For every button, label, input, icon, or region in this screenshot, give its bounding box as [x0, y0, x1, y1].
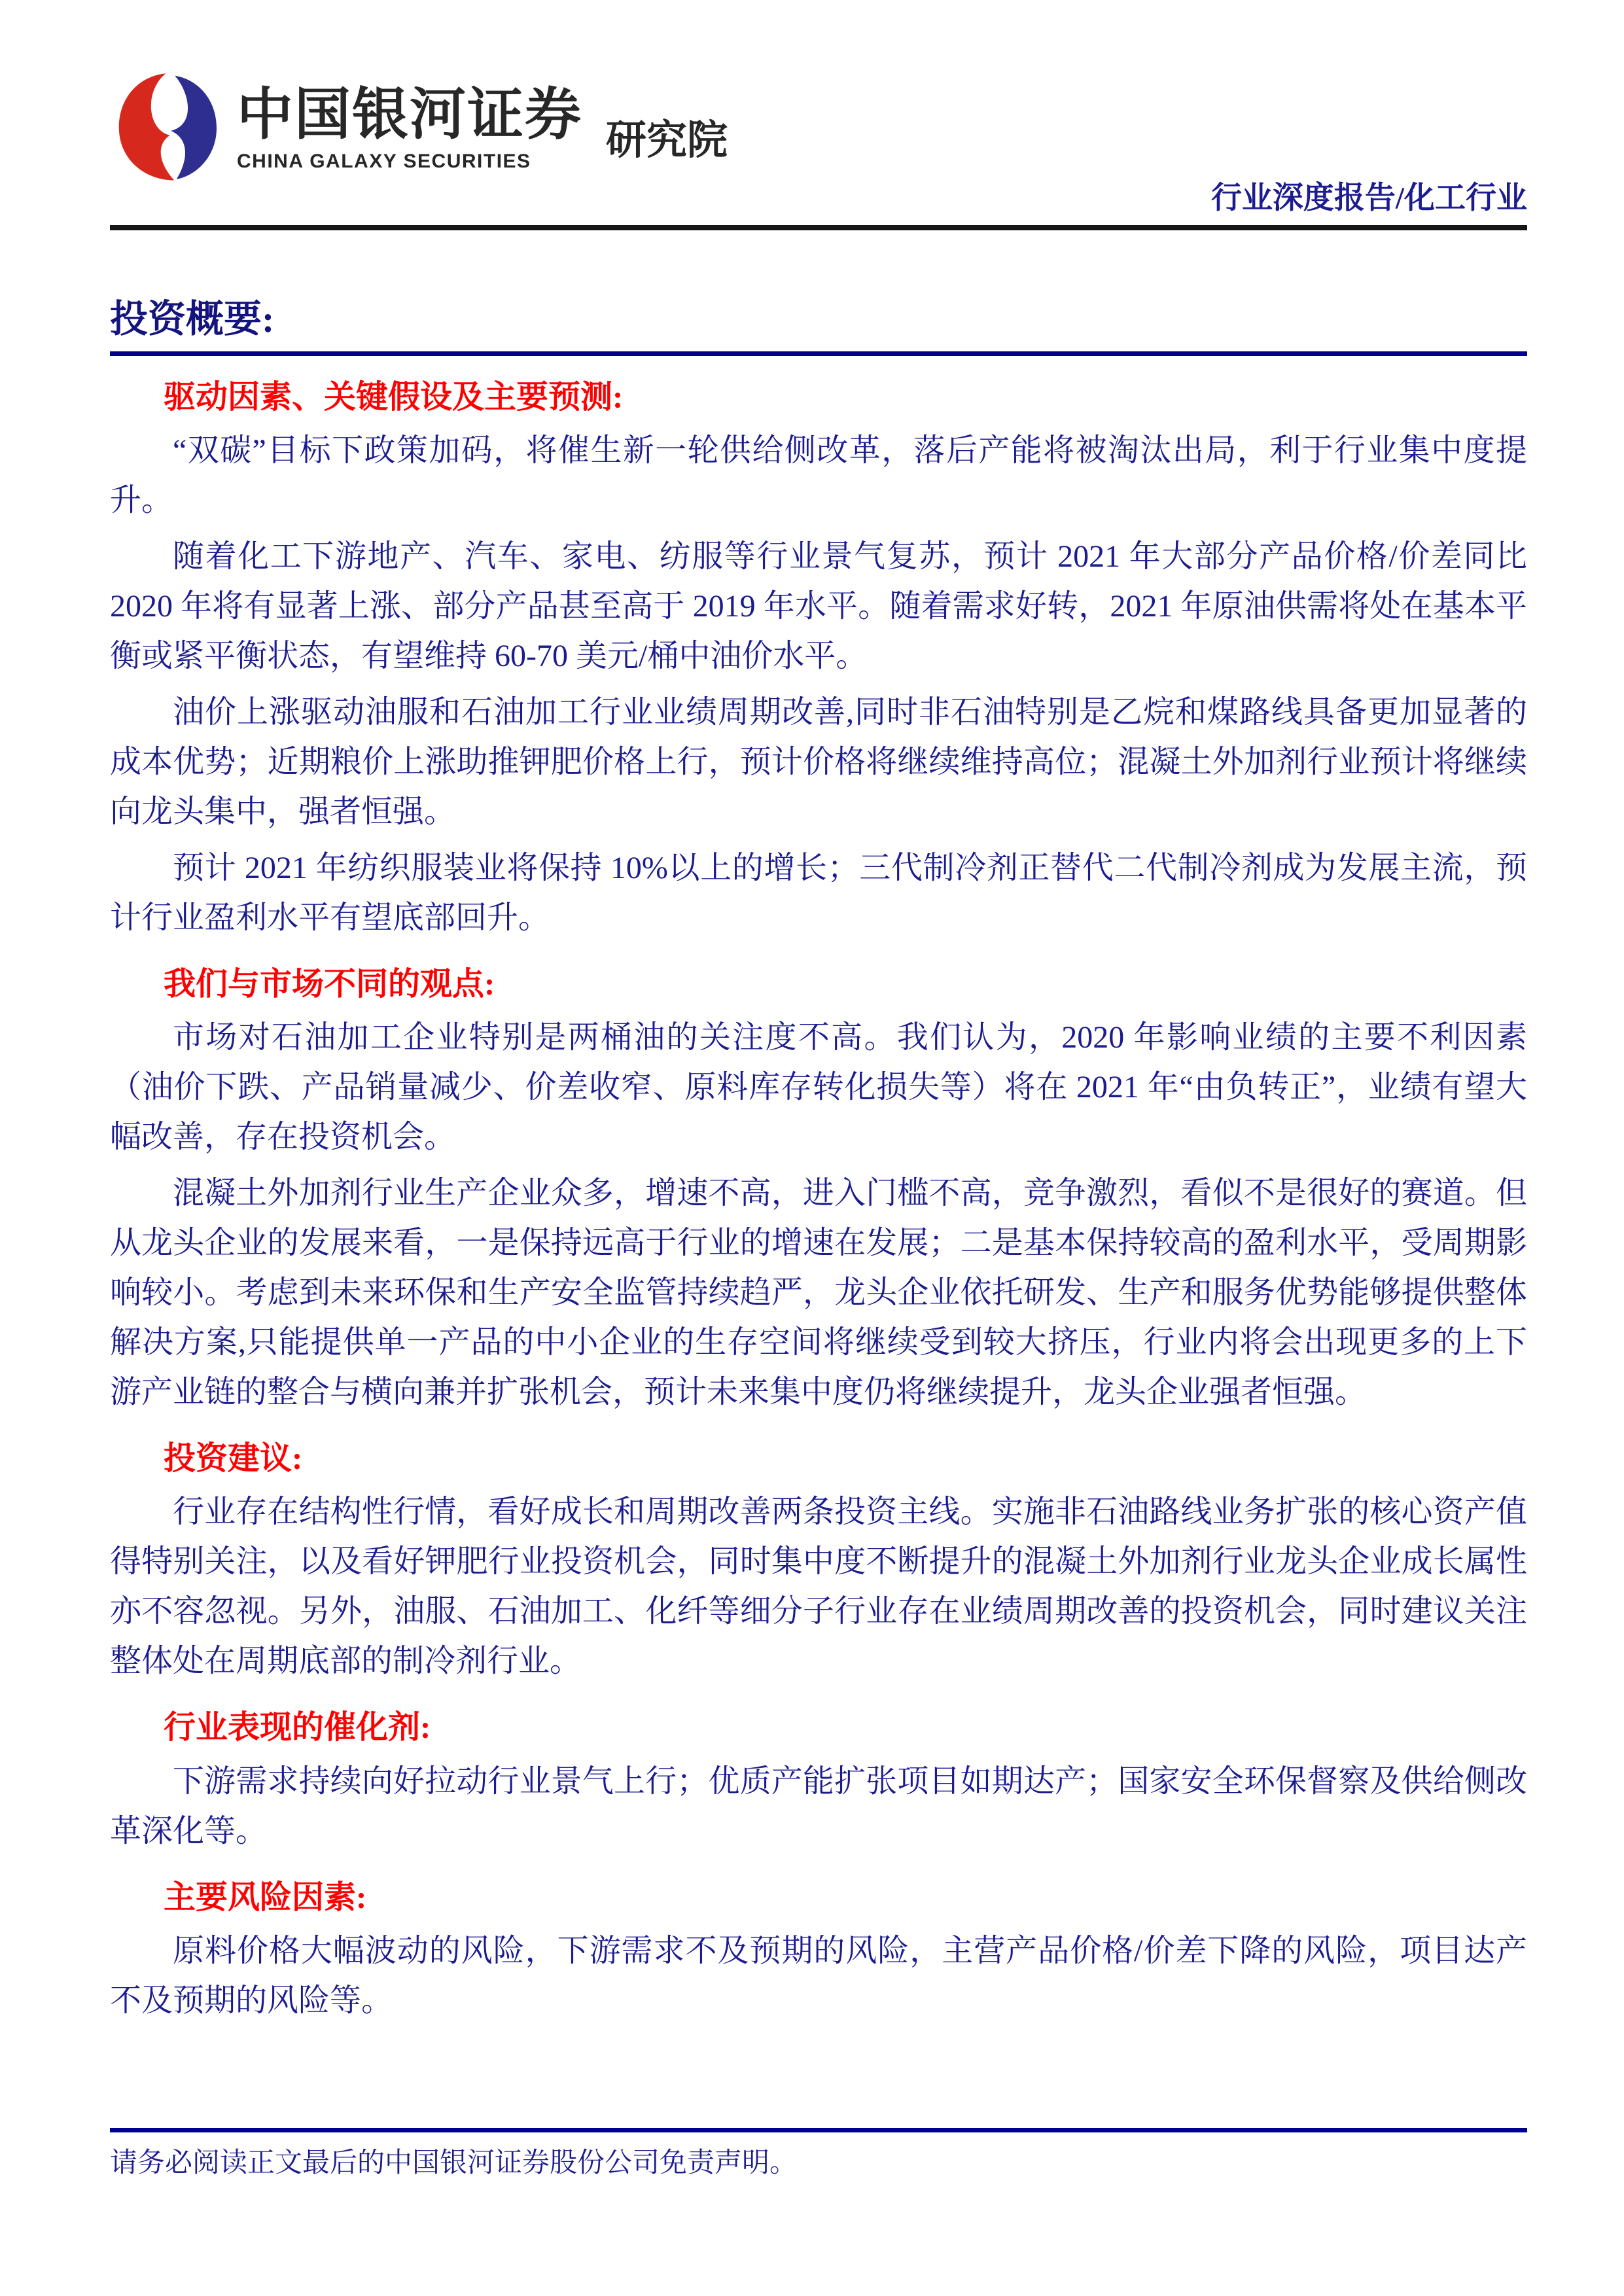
- section-different-views: [110, 964, 1527, 1417]
- brand-logo: [111, 67, 728, 186]
- section-heading: 驱动因素、关键假设及主要预测:: [164, 378, 624, 415]
- report-type-label: 行业深度报告/化工行业: [1210, 181, 1527, 215]
- paragraph: 预计 2021 年纺织服装业将保持 10%以上的增长；三代制冷剂正替代二代制冷剂成为发展主流，预计行业盈利水平有望底部回升。: [110, 850, 1527, 935]
- title-divider: [110, 351, 1527, 356]
- section-risks: [110, 1877, 1527, 2026]
- paragraph: 行业存在结构性行情，看好成长和周期改善两条投资主线。实施非石油路线业务扩张的核心资产值得特别关注，以及看好钾肥行业投资机会，同时集中度不断提升的混凝土外加剂行业龙头企业成长属性亦不容忽视。另外，油服、石油加工、化纤等细分子行业存在业绩周期改善的投资机会，同时建议关注整体处在周期底部的制冷剂行业。: [110, 1494, 1527, 1679]
- page-title: 投资概要:: [110, 298, 275, 340]
- galaxy-swirl-icon: [111, 67, 224, 186]
- paragraph: 原料价格大幅波动的风险，下游需求不及预期的风险，主营产品价格/价差下降的风险，项目达产不及预期的风险等。: [110, 1933, 1527, 2018]
- footer-divider: [110, 2128, 1527, 2132]
- report-body: [110, 296, 1527, 2032]
- section-heading: 行业表现的催化剂:: [164, 1709, 431, 1746]
- logo-institute-text: 研究院: [606, 118, 728, 163]
- section-drivers: [110, 377, 1527, 943]
- header-divider: [110, 225, 1527, 230]
- footer-disclaimer: 请务必阅读正文最后的中国银河证券股份公司免责声明。: [110, 2148, 798, 2178]
- paragraph: 混凝土外加剂行业生产企业众多，增速不高，进入门槛不高，竞争激烈，看似不是很好的赛道。但从龙头企业的发展来看，一是保持远高于行业的增速在发展；二是基本保持较高的盈利水平，受周期影响较小。考虑到未来环保和生产安全监管持续趋严，龙头企业依托研发、生产和服务优势能够提供整体解决方案,只能提供单一产品的中小企业的生存空间将继续受到较大挤压，行业内将会出现更多的上下游产业链的整合与横向兼并扩张机会，预计未来集中度仍将继续提升，龙头企业强者恒强。: [110, 1176, 1527, 1409]
- section-investment-advice: [110, 1438, 1527, 1686]
- section-heading: 投资建议:: [164, 1440, 303, 1476]
- logo-en-text: CHINA GALAXY SECURITIES: [237, 150, 531, 172]
- paragraph: 随着化工下游地产、汽车、家电、纺服等行业景气复苏，预计 2021 年大部分产品价格/价差同比 2020 年将有显著上涨、部分产品甚至高于 2019 年水平。随着需求好转，2021 年原油供需将处在基本平衡或紧平衡状态，有望维持 60-70 美元/桶中油价水平。: [110, 539, 1527, 673]
- paragraph: “双碳”目标下政策加码，将催生新一轮供给侧改革，落后产能将被淘汰出局，利于行业集中度提升。: [110, 433, 1527, 518]
- section-heading: 我们与市场不同的观点:: [164, 965, 495, 1002]
- logo-wordmark: [237, 67, 582, 173]
- logo-cn-text: 中国银河证券: [237, 83, 582, 146]
- paragraph: 市场对石油加工企业特别是两桶油的关注度不高。我们认为，2020 年影响业绩的主要不利因素（油价下跌、产品销量减少、价差收窄、原料库存转化损失等）将在 2021 年“由负转正”，业绩有望大幅改善，存在投资机会。: [110, 1020, 1527, 1154]
- section-heading: 主要风险因素:: [164, 1879, 367, 1915]
- paragraph: 下游需求持续向好拉动行业景气上行；优质产能扩张项目如期达产；国家安全环保督察及供给侧改革深化等。: [110, 1763, 1527, 1848]
- paragraph: 油价上涨驱动油服和石油加工行业业绩周期改善,同时非石油特别是乙烷和煤路线具备更加显著的成本优势；近期粮价上涨助推钾肥价格上行，预计价格将继续维持高位；混凝土外加剂行业预计将继续向龙头集中，强者恒强。: [110, 694, 1527, 829]
- section-catalysts: [110, 1707, 1527, 1856]
